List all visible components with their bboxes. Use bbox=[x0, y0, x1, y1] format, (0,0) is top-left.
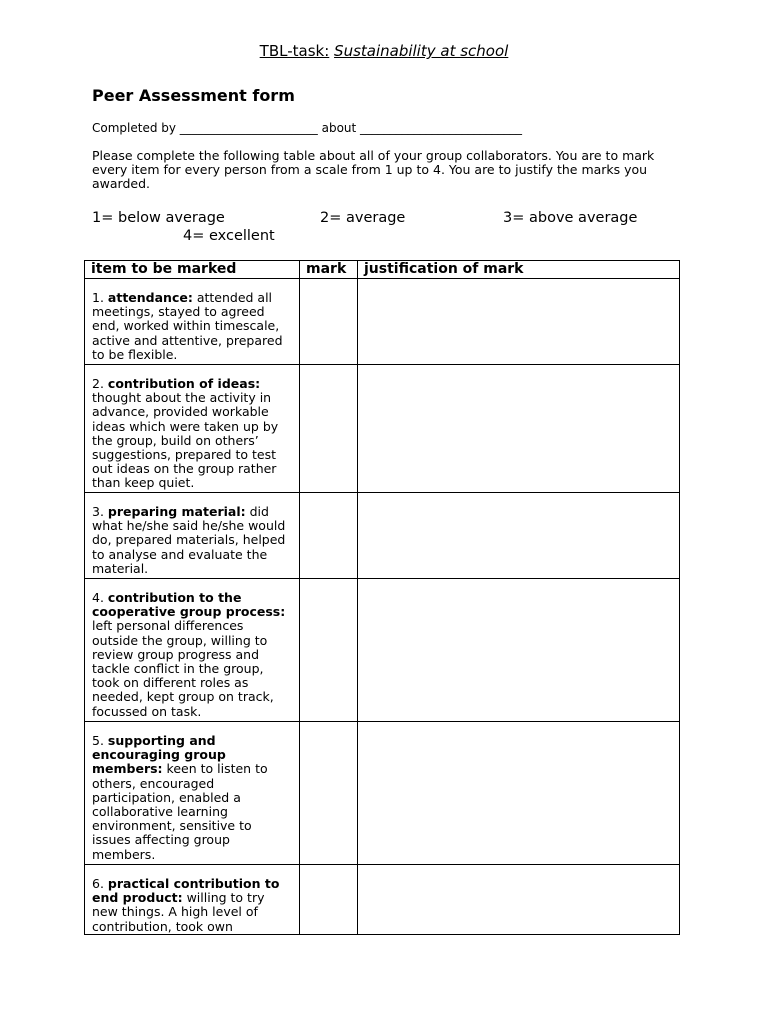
scale-item-2: 2= average bbox=[320, 210, 406, 226]
item-cell bbox=[85, 722, 300, 865]
item-description: attended all meetings, stayed to agreed end, worked within timescale, active and attentive, prepared to be flexible. bbox=[92, 290, 283, 362]
assessment-table bbox=[84, 260, 680, 935]
table-row bbox=[85, 579, 680, 722]
item-number: 5. bbox=[92, 733, 108, 748]
table-row bbox=[85, 722, 680, 865]
mark-cell[interactable] bbox=[300, 279, 358, 365]
item-number: 4. bbox=[92, 590, 108, 605]
table-row bbox=[85, 279, 680, 365]
item-description: thought about the activity in advance, provided workable ideas which were taken up by the group, build on others’ suggestions, prepared to test out ideas on the group rather than keep quiet. bbox=[92, 390, 279, 491]
scale-item-1: 1= below average bbox=[92, 210, 225, 226]
item-cell bbox=[85, 493, 300, 579]
justification-cell[interactable] bbox=[358, 865, 680, 935]
item-number: 6. bbox=[92, 876, 108, 891]
item-title: supporting and encouraging group members: bbox=[92, 733, 226, 777]
table-row bbox=[85, 365, 680, 493]
instructions-paragraph: Please complete the following table about all of your group collaborators. You are to mark every item for every person from a scale from 1 up to 4. You are to justify the marks you awarded. bbox=[92, 148, 655, 191]
item-cell bbox=[85, 579, 300, 722]
item-cell bbox=[85, 279, 300, 365]
item-description: willing to try new things. A high level of contribution, took own bbox=[92, 890, 265, 934]
header-mark: mark bbox=[300, 261, 358, 279]
justification-cell[interactable] bbox=[358, 279, 680, 365]
item-description: left personal differences outside the group, willing to review group progress and tackle conflict in the group, took on different roles as needed, kept group on track, focussed on task. bbox=[92, 618, 274, 719]
item-title: attendance: bbox=[107, 290, 193, 305]
header-item: item to be marked bbox=[85, 261, 300, 279]
scale-item-4: 4= excellent bbox=[183, 228, 275, 244]
scale-item-3: 3= above average bbox=[503, 210, 638, 226]
table-row bbox=[85, 493, 680, 579]
item-number: 2. bbox=[92, 376, 108, 391]
item-number: 3. bbox=[92, 504, 108, 519]
mark-cell[interactable] bbox=[300, 865, 358, 935]
item-description: keen to listen to others, encouraged participation, enabled a collaborative learning environment, sensitive to issues affecting group members. bbox=[92, 761, 268, 862]
title-prefix: TBL-task: bbox=[259, 42, 330, 60]
item-description: did what he/she said he/she would do, prepared materials, helped to analyse and evaluate the material. bbox=[92, 504, 286, 576]
justification-cell[interactable] bbox=[358, 493, 680, 579]
item-title: contribution to the cooperative group process: bbox=[92, 590, 286, 620]
mark-cell[interactable] bbox=[300, 722, 358, 865]
item-title: contribution of ideas: bbox=[107, 376, 261, 391]
table-header-row bbox=[85, 261, 680, 279]
justification-cell[interactable] bbox=[358, 722, 680, 865]
table-row bbox=[85, 865, 680, 935]
item-cell bbox=[85, 865, 300, 935]
mark-cell[interactable] bbox=[300, 365, 358, 493]
title-subject: Sustainability at school bbox=[334, 42, 509, 60]
item-number: 1. bbox=[92, 290, 108, 305]
item-cell bbox=[85, 365, 300, 493]
item-title: practical contribution to end product: bbox=[92, 876, 280, 906]
mark-cell[interactable] bbox=[300, 493, 358, 579]
justification-cell[interactable] bbox=[358, 579, 680, 722]
completed-by-line: Completed by _______________________ about ___________________________ bbox=[92, 121, 523, 135]
header-justification: justification of mark bbox=[358, 261, 680, 279]
document-title bbox=[0, 41, 768, 61]
mark-cell[interactable] bbox=[300, 579, 358, 722]
justification-cell[interactable] bbox=[358, 365, 680, 493]
form-heading: Peer Assessment form bbox=[92, 86, 295, 105]
item-title: preparing material: bbox=[107, 504, 246, 519]
